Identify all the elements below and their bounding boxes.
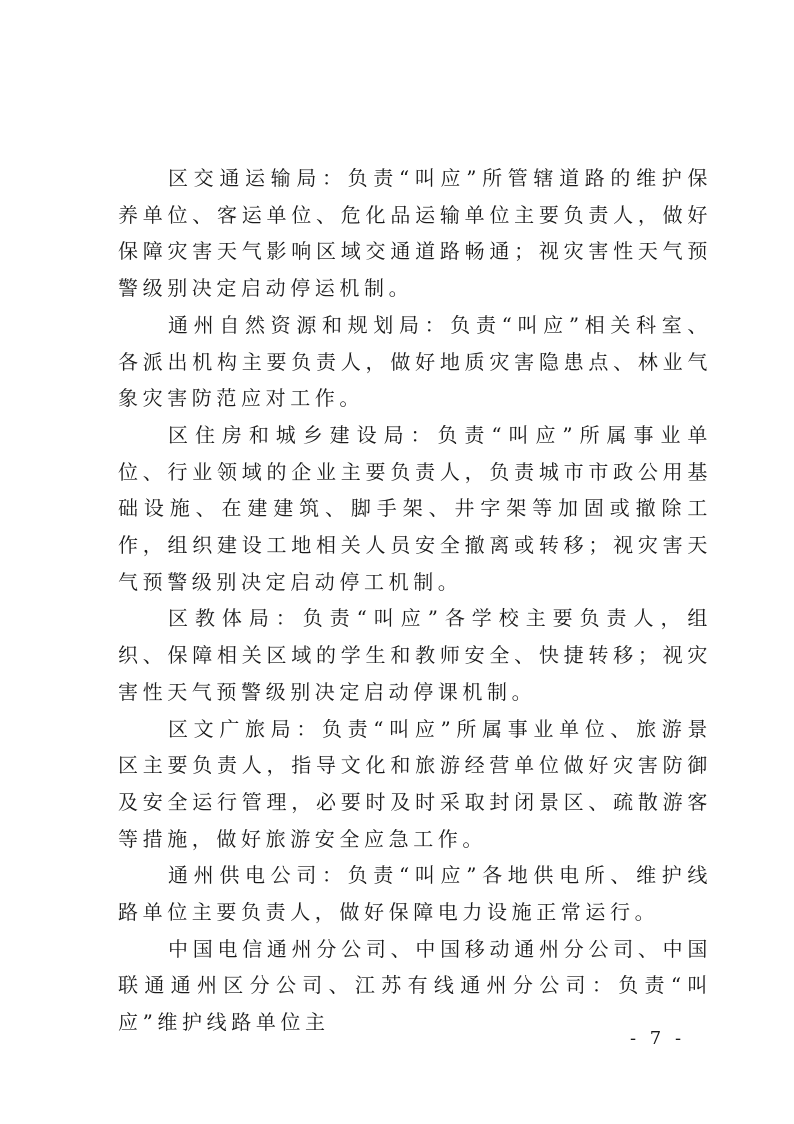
- paragraph-natural-resources-bureau: 通州自然资源和规划局：负责“叫应”相关科室、各派出机构主要负责人，做好地质灾害隐患点、林业气象灾害防范应对工作。: [118, 312, 712, 411]
- body-text: [118, 160, 712, 1041]
- paragraph-education-sports-bureau: 区教体局：负责“叫应”各学校主要负责人，组织、保障相关区域的学生和教师安全、快捷转移；视灾害性天气预警级别决定启动停课机制。: [118, 606, 712, 704]
- paragraph-power-supply-company: 通州供电公司：负责“叫应”各地供电所、维护线路单位主要负责人，做好保障电力设施正常运行。: [118, 863, 712, 925]
- page-number: - 7 -: [630, 1028, 686, 1049]
- paragraph-telecom-companies: 中国电信通州分公司、中国移动通州分公司、中国联通通州区分公司、江苏有线通州分公司：负责“叫应”维护线路单位主: [118, 936, 712, 1035]
- paragraph-culture-tourism-bureau: 区文广旅局：负责“叫应”所属事业单位、旅游景区主要负责人，指导文化和旅游经营单位做好灾害防御及安全运行管理，必要时及时采取封闭景区、疏散游客等措施，做好旅游安全应急工作。: [118, 716, 712, 851]
- paragraph-transport-bureau: 区交通运输局：负责“叫应”所管辖道路的维护保养单位、客运单位、危化品运输单位主要负责人，做好保障灾害天气影响区域交通道路畅通；视灾害性天气预警级别决定启动停运机制。: [118, 166, 712, 301]
- paragraph-housing-construction-bureau: 区住房和城乡建设局：负责“叫应”所属事业单位、行业领域的企业主要负责人，负责城市市政公用基础设施、在建建筑、脚手架、井字架等加固或撤除工作，组织建设工地相关人员安全撤离或转移；视灾害天气预警级别决定启动停工机制。: [118, 422, 712, 594]
